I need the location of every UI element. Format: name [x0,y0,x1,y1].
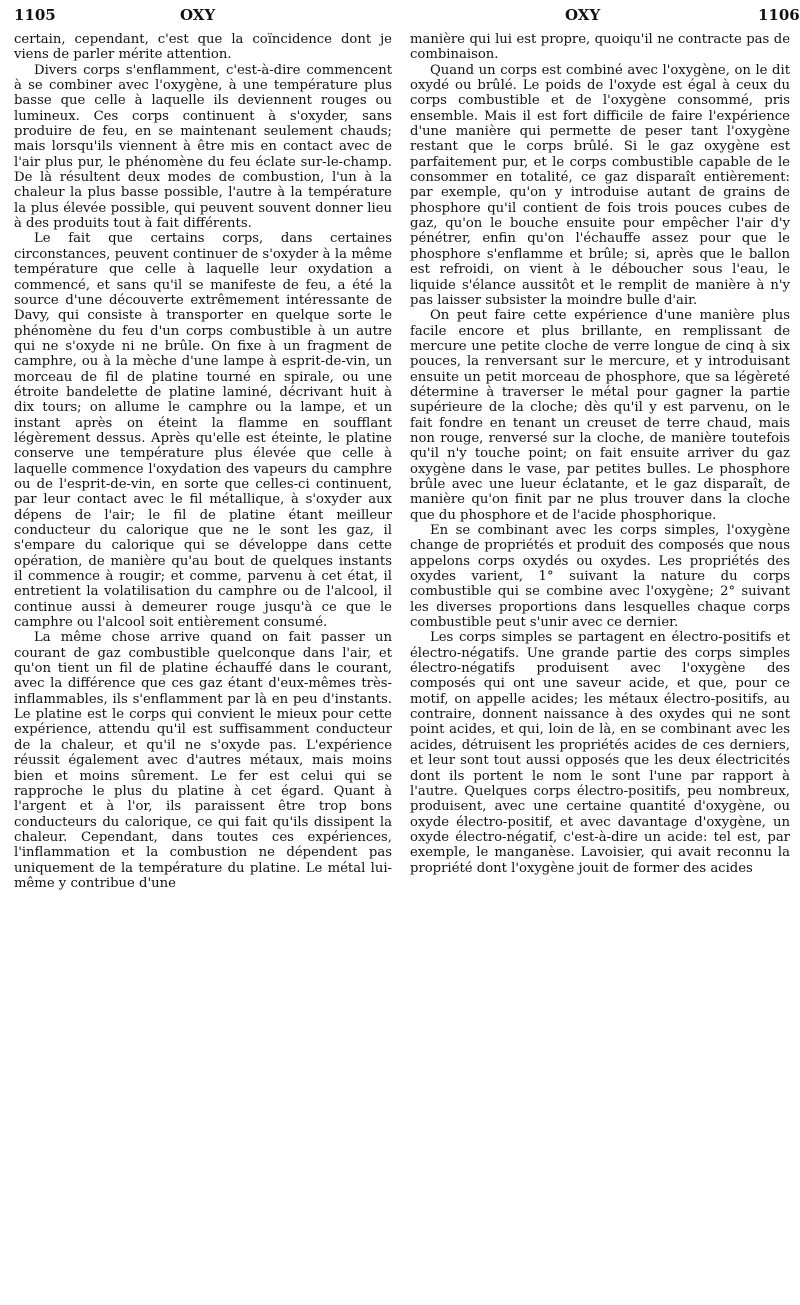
right-column [410,32,790,1300]
right-running-head: OXY [565,6,601,24]
paragraph: Divers corps s'enflamment, c'est-à-dire commencent à se combiner avec l'oxygène, à une température plus basse que celle à laquelle ils deviennent rouges ou lumineux. Ces corps continuent à s'oxyder, sans produire de feu, en se maintenant seulement chauds; mais lorsqu'ils viennent à être mis en contact avec de l'air plus pur, le phénomène du feu éclate sur-le-champ. De là résultent deux modes de combustion, l'un à la chaleur la plus basse possible, l'autre à la température la plus élevée possible, qui peuvent souvent donner lieu à des produits tout à fait différents. [14,62,392,232]
paragraph: La même chose arrive quand on fait passer un courant de gaz combustible quelconque dans l'air, et qu'on tient un fil de platine échauffé dans le courant, avec la différence que ces gaz étant d'eux-mêmes très-inflammables, ils s'enflamment par là en peu d'instants. Le platine est le corps qui convient le mieux pour cette expérience, attendu qu'il est suffisamment conducteur de la chaleur, et qu'il ne s'oxyde pas. L'expérience réussit également avec d'autres métaux, mais moins bien et moins sûrement. Le fer est celui qui se rapproche le plus du platine à cet égard. Quant à l'argent et à l'or, ils paraissent être trop bons conducteurs du calorique, ce qui fait qu'ils dissipent la chaleur. Cependant, dans toutes ces expériences, l'inflammation et la combustion ne dépendent pas uniquement de la température du platine. Le métal lui-même y contribue d'une [14,630,392,891]
paragraph: manière qui lui est propre, quoiqu'il ne contracte pas de combinaison. [410,32,790,63]
running-header [0,6,800,32]
left-column [14,32,392,1300]
left-running-head: OXY [180,6,216,24]
right-page-number: 1106 [758,6,800,24]
paragraph: Le fait que certains corps, dans certaines circonstances, peuvent continuer de s'oxyder à la même température que celle à laquelle leur oxydation a commencé, et sans qu'il se manifeste de feu, a été la source d'une découverte extrêmement intéressante de Davy, qui consiste à transporter en quelque sorte le phénomène du feu d'un corps combustible à un autre qui ne s'oxyde ni ne brûle. On fixe à un fragment de camphre, ou à la mèche d'une lampe à esprit-de-vin, un morceau de fil de platine tourné en spirale, ou une étroite bandelette de platine laminé, décrivant huit à dix tours; on allume le camphre ou la lampe, et un instant après on éteint la flamme en soufflant légèrement dessus. Après qu'elle est éteinte, le platine conserve une température plus élevée que celle à laquelle commence l'oxydation des vapeurs du camphre ou de l'esprit-de-vin, en sorte que celles-ci continuent, par leur contact avec le fil métallique, à s'oxyder aux dépens de l'air; le fil de platine étant meilleur conducteur du calorique que ne le sont les gaz, il s'empare du calorique qui se développe dans cette opération, de manière qu'au bout de quelques instants il commence à rougir; et comme, parvenu à cet état, il entretient la volatilisation du camphre ou de l'alcool, il continue aussi à demeurer rouge jusqu'à ce que le camphre ou l'alcool soit entièrement consumé. [14,231,392,631]
paragraph: En se combinant avec les corps simples, l'oxygène change de propriétés et produit des composés que nous appelons corps oxydés ou oxydes. Les propriétés des oxydes varient, 1° suivant la nature du corps combustible qui se combine avec l'oxygène; 2° suivant les diverses proportions dans lesquelles chaque corps combustible peut s'unir avec ce dernier. [410,523,790,631]
paragraph: certain, cependant, c'est que la coïncidence dont je viens de parler mérite attention. [14,32,392,63]
paragraph: Quand un corps est combiné avec l'oxygène, on le dit oxydé ou brûlé. Le poids de l'oxyde est égal à ceux du corps combustible et de l'oxygène consommé, pris ensemble. Mais il est fort difficile de faire l'expérience d'une manière qui permette de peser tant l'oxygène restant que le corps brûlé. Si le gaz oxygène est parfaitement pur, et le corps combustible capable de le consommer en totalité, ce gaz disparaît entièrement: par exemple, qu'on y introduise autant de grains de phosphore qu'il contient de fois trois pouces cubes de gaz, qu'on le bouche ensuite pour empêcher l'air d'y pénétrer, enfin qu'on l'échauffe assez pour que le phosphore s'enflamme et brûle; si, après que le ballon est refroidi, on vient à le déboucher sous l'eau, le liquide s'élance aussitôt et le remplit de manière à n'y pas laisser subsister la moindre bulle d'air. [410,62,790,308]
paragraph: Les corps simples se partagent en électro-positifs et électro-négatifs. Une grande partie des corps simples électro-négatifs produisent avec l'oxygène des composés qui ont une saveur acide, et que, pour ce motif, on appelle acides; les métaux électro-positifs, au contraire, donnent naissance à des oxydes qui ne sont point acides, et qui, loin de là, en se combinant avec les acides, détruisent les propriétés acides de ces derniers, et leur sont tout aussi opposés que les deux électricités dont ils portent le nom le sont l'une par rapport à l'autre. Quelques corps électro-positifs, peu nombreux, produisent, avec une certaine quantité d'oxygène, ou oxyde électro-positif, et avec davantage d'oxygène, un oxyde électro-négatif, c'est-à-dire un acide: tel est, par exemple, le manganèse. Lavoisier, qui avait reconnu la propriété dont l'oxygène jouit de former des acides [410,630,790,876]
left-page-number: 1105 [14,6,56,24]
paragraph: On peut faire cette expérience d'une manière plus facile encore et plus brillante, en remplissant de mercure une petite cloche de verre longue de cinq à six pouces, la renversant sur le mercure, et y introduisant ensuite un petit morceau de phosphore, que sa légèreté détermine à traverser le métal pour gagner la partie supérieure de la cloche; dès qu'il y est parvenu, on le fait fondre en tenant un creuset de terre chaud, mais non rouge, renversé sur la cloche, de manière toutefois qu'il n'y touche point; on fait ensuite arriver du gaz oxygène dans le vase, par petites bulles. Le phosphore brûle avec une lueur éclatante, et le gaz disparaît, de manière qu'on finit par ne plus trouver dans la cloche que du phosphore et de l'acide phosphorique. [410,308,790,523]
